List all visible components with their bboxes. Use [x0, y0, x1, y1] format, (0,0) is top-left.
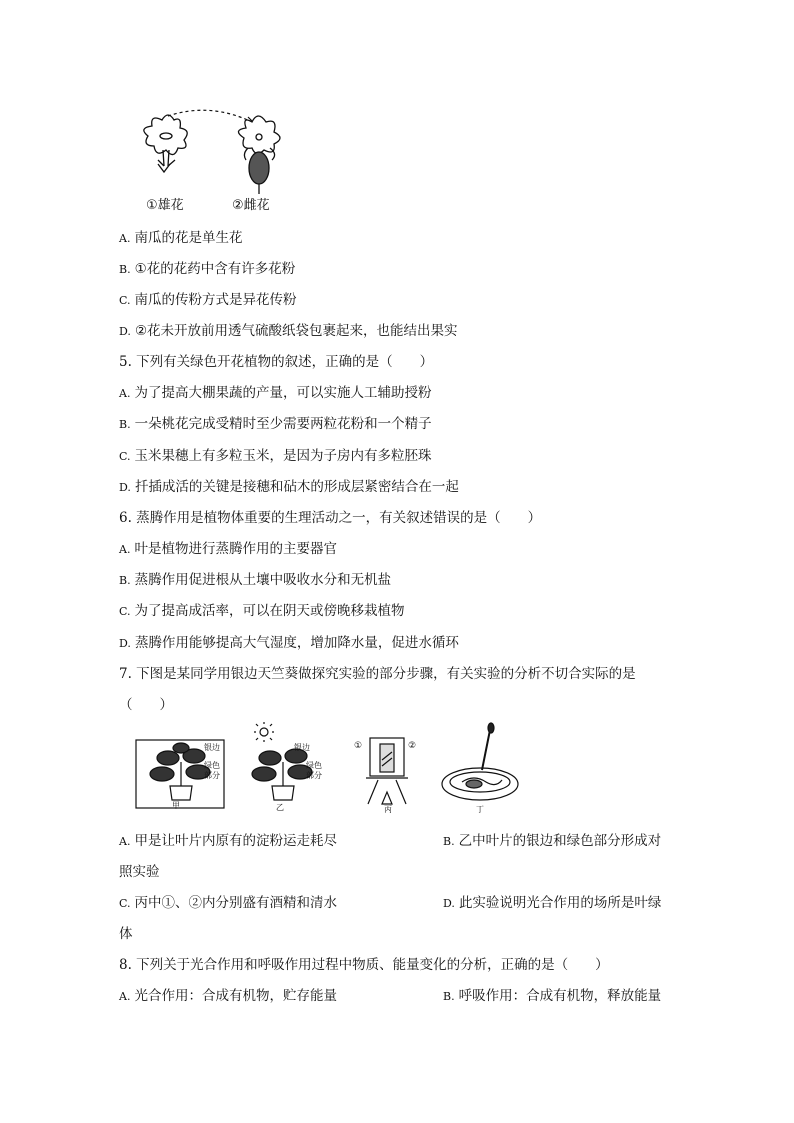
q4-option-a: A. 南瓜的花是单生花 — [119, 230, 243, 246]
q5-option-b: B. 一朵桃花完成受精时至少需要两粒花粉和一个精子 — [119, 416, 432, 432]
panel-yi-green-label-1: 绿色 — [306, 761, 322, 770]
q4-option-c: C. 南瓜的传粉方式是异花传粉 — [119, 292, 297, 308]
panel-bing-circle1: ① — [354, 741, 363, 751]
q5-option-a: A. 为了提高大棚果蔬的产量，可以实施人工辅助授粉 — [119, 385, 432, 401]
panel-ding — [442, 723, 518, 800]
pumpkin-flowers-figure — [120, 108, 310, 216]
panel-jia-label: 甲 — [172, 801, 180, 810]
panel-bing-circle2: ② — [408, 741, 417, 751]
q4-option-d: D. ②花未开放前用透气硫酸纸袋包裹起来，也能结出果实 — [119, 323, 458, 339]
q7-option-c: C. 丙中①、②内分别盛有酒精和清水 — [119, 895, 338, 911]
male-flower-caption: ①雄花 — [146, 198, 184, 213]
panel-yi-label: 乙 — [276, 803, 284, 812]
q6-option-a: A. 叶是植物进行蒸腾作用的主要器官 — [119, 541, 337, 557]
pumpkin-flowers-drawing — [120, 108, 310, 216]
panel-jia-silver-label: 银边 — [204, 743, 220, 752]
sun-icon — [260, 728, 268, 736]
panel-jia-green-label-2: 部分 — [204, 771, 220, 780]
panel-jia-green-label-1: 绿色 — [204, 761, 220, 770]
q8-option-a: A. 光合作用：合成有机物，贮存能量 — [119, 988, 337, 1004]
geranium-experiment-figure — [134, 722, 520, 814]
q7-stem-line2: （ ） — [119, 697, 173, 713]
q6-option-c: C. 为了提高成活率，可以在阴天或傍晚移栽植物 — [119, 603, 405, 619]
dropper-icon — [482, 730, 490, 770]
q8-option-b: B. 呼吸作用：合成有机物，释放能量 — [443, 988, 662, 1004]
q6-option-b: B. 蒸腾作用促进根从土壤中吸收水分和无机盐 — [119, 572, 392, 588]
q5-option-c: C. 玉米果穗上有多粒玉米，是因为子房内有多粒胚珠 — [119, 448, 432, 464]
alcohol-lamp-icon — [382, 792, 392, 804]
q7-option-b: B. 乙中叶片的银边和绿色部分形成对 — [443, 833, 662, 849]
female-flower-icon — [238, 116, 280, 194]
q7-option-d-continuation: 体 — [119, 926, 133, 942]
panel-ding-label: 丁 — [476, 805, 484, 814]
female-flower-caption: ②雌花 — [232, 198, 270, 213]
q7-option-d: D. 此实验说明光合作用的场所是叶绿 — [443, 895, 662, 911]
q6-option-d: D. 蒸腾作用能够提高大气湿度，增加降水量，促进水循环 — [119, 635, 459, 651]
panel-bing — [366, 738, 408, 804]
q8-stem: 8. 下列关于光合作用和呼吸作用过程中物质、能量变化的分析，正确的是（ ） — [119, 957, 609, 973]
q5-option-d: D. 扦插成活的关键是接穗和砧木的形成层紧密结合在一起 — [119, 479, 459, 495]
panel-yi-silver-label: 银边 — [294, 743, 310, 752]
q5-stem: 5. 下列有关绿色开花植物的叙述，正确的是（ ） — [119, 354, 434, 370]
q7-option-b-continuation: 照实验 — [119, 864, 160, 880]
q7-stem-line1: 7. 下图是某同学用银边天竺葵做探究实验的部分步骤，有关实验的分析不切合实际的是 — [119, 666, 636, 682]
q6-stem: 6. 蒸腾作用是植物体重要的生理活动之一，有关叙述错误的是（ ） — [119, 510, 542, 526]
male-flower-icon — [144, 115, 187, 172]
q4-option-b: B. ①花的花药中含有许多花粉 — [119, 261, 296, 277]
panel-bing-label: 丙 — [384, 805, 392, 814]
experiment-steps-drawing — [134, 722, 520, 814]
panel-yi — [252, 722, 312, 800]
q7-option-a: A. 甲是让叶片内原有的淀粉运走耗尽 — [119, 833, 337, 849]
pollination-arrow-icon — [168, 110, 252, 122]
panel-yi-green-label-2: 部分 — [306, 771, 322, 780]
